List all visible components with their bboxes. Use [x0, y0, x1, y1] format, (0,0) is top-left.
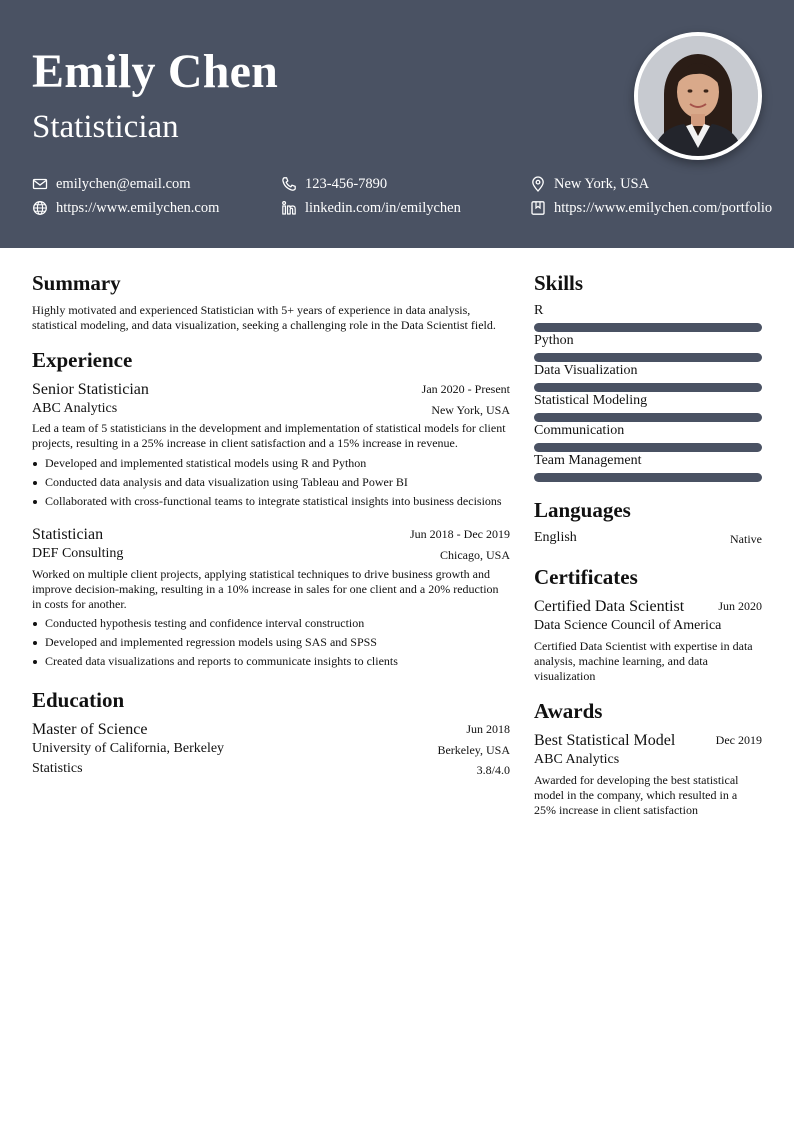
education-location: Berkeley, USA — [437, 743, 510, 757]
certificate-description: Certified Data Scientist with expertise in data analysis, machine learning, and data visualization — [534, 639, 753, 683]
certificate-issuer: Data Science Council of America — [534, 618, 722, 633]
skills-heading: Skills — [534, 271, 584, 295]
award-issuer: ABC Analytics — [534, 752, 620, 767]
job-bullet: Conducted hypothesis testing and confidence interval construction — [32, 616, 512, 631]
contact-linkedin-text: linkedin.com/in/emilychen — [305, 199, 461, 216]
job-company: ABC Analytics — [32, 401, 118, 416]
job-dates: Jun 2018 - Dec 2019 — [410, 527, 510, 541]
awards-heading: Awards — [534, 699, 603, 723]
job-location: New York, USA — [431, 403, 510, 417]
contact-website-text: https://www.emilychen.com — [56, 199, 220, 216]
job-bullet: Developed and implemented statistical models using R and Python — [32, 456, 512, 471]
job-bullet: Collaborated with cross-functional teams to integrate statistical insights into business decisions — [32, 494, 512, 509]
certificate-date: Jun 2020 — [718, 599, 762, 613]
contact-website[interactable] — [32, 200, 219, 216]
skill-level-bar — [534, 323, 762, 332]
job-bullet: Conducted data analysis and data visualization using Tableau and Power BI — [32, 475, 512, 490]
skill-name: R — [534, 303, 544, 318]
contact-location-text: New York, USA — [554, 175, 650, 192]
education-gpa: 3.8/4.0 — [476, 763, 510, 777]
language-level: Native — [730, 532, 762, 546]
award-name: Best Statistical Model — [534, 732, 676, 749]
job-title: Statistician — [32, 526, 104, 543]
skill-level-bar — [534, 473, 762, 482]
award-description: Awarded for developing the best statistical model in the company, which resulted in a 25% increase in client satisfaction — [534, 773, 739, 817]
contact-phone-text: 123-456-7890 — [305, 175, 388, 192]
phone-icon — [281, 176, 297, 192]
language-name: English — [534, 530, 577, 545]
job-title: Senior Statistician — [32, 381, 149, 398]
skill-level-bar — [534, 383, 762, 392]
resume-header — [0, 0, 794, 248]
certificates-heading: Certificates — [534, 565, 638, 589]
contact-email-text: emilychen@email.com — [56, 175, 191, 192]
education-field: Statistics — [32, 761, 83, 776]
languages-heading: Languages — [534, 498, 631, 522]
education-heading: Education — [32, 688, 125, 712]
contact-phone[interactable] — [281, 176, 387, 192]
skill-level-bar — [534, 413, 762, 422]
education-school: University of California, Berkeley — [32, 741, 225, 756]
education-degree: Master of Science — [32, 721, 148, 738]
job-description: Worked on multiple client projects, applying statistical techniques to drive business growth and improve decision-making, resulting in a 10% increase in sales for one client and a 20% reduction in costs for another. — [32, 567, 499, 611]
job-location: Chicago, USA — [440, 548, 510, 562]
contact-location — [530, 176, 649, 192]
skill-level-bar — [534, 443, 762, 452]
job-bullet: Created data visualizations and reports to communicate insights to clients — [32, 654, 512, 669]
contact-portfolio[interactable] — [530, 200, 772, 216]
contact-portfolio-text: https://www.emilychen.com/portfolio — [554, 199, 773, 216]
job-bullet: Developed and implemented regression models using SAS and SPSS — [32, 635, 512, 650]
experience-heading: Experience — [32, 348, 133, 372]
summary-heading: Summary — [32, 271, 121, 295]
linkedin-icon — [281, 200, 297, 216]
skill-name: Statistical Modeling — [534, 393, 648, 408]
envelope-icon — [32, 176, 48, 192]
bookmark-icon — [530, 200, 546, 216]
job-company: DEF Consulting — [32, 546, 124, 561]
job-dates: Jan 2020 - Present — [421, 382, 510, 396]
skill-level-bar — [534, 353, 762, 362]
profile-photo — [634, 32, 762, 160]
skill-name: Data Visualization — [534, 363, 638, 378]
skill-name: Team Management — [534, 453, 642, 468]
globe-icon — [32, 200, 48, 216]
candidate-title: Statistician — [32, 109, 179, 145]
location-pin-icon — [530, 176, 546, 192]
education-date: Jun 2018 — [466, 722, 510, 736]
certificate-name: Certified Data Scientist — [534, 598, 685, 615]
contact-linkedin[interactable] — [281, 200, 461, 216]
contact-email[interactable] — [32, 176, 191, 192]
summary-text: Highly motivated and experienced Statistician with 5+ years of experience in data analysis, statistical modeling, and data visualization, seeking a challenging role in the Data Scientist field. — [32, 303, 496, 332]
award-date: Dec 2019 — [715, 733, 762, 747]
skill-name: Python — [534, 333, 574, 348]
skill-name: Communication — [534, 423, 625, 438]
candidate-name: Emily Chen — [32, 45, 279, 98]
job-description: Led a team of 5 statisticians in the development and implementation of statistical models for client projects, resulting in a 25% increase in client satisfaction and a 15% increase in revenue. — [32, 421, 506, 450]
